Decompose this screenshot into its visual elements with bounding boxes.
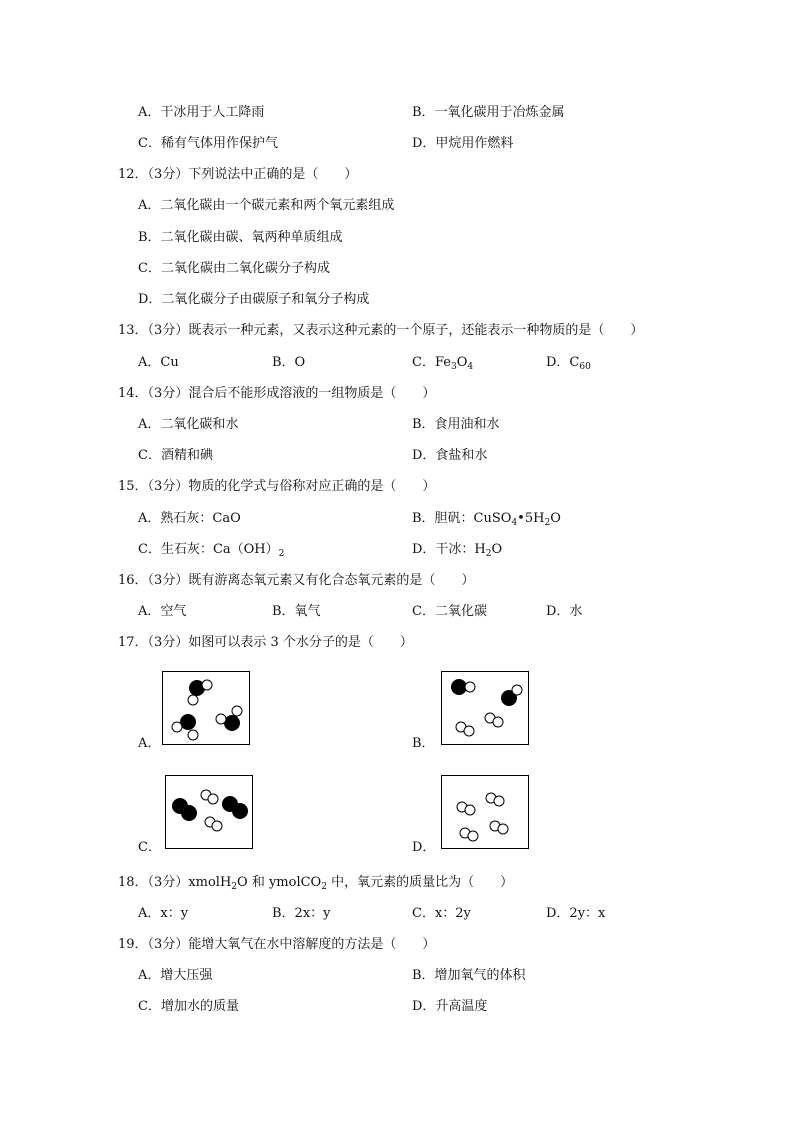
q19-option-a: A．增大压强: [138, 968, 213, 983]
q15-option-c: C．生石灰：$Ca(OH)_2$: [138, 542, 285, 559]
q17-option-c-label: C．: [138, 840, 161, 855]
q12-option-c: C．二氧化碳由二氧化碳分子构成: [138, 261, 330, 276]
q15-option-d: D．干冰：$H_2O$: [412, 542, 503, 559]
q12-stem: 12．（3分）下列说法中正确的是（ ）: [118, 167, 358, 182]
q15-option-a: A．熟石灰：CaO: [138, 511, 241, 526]
molecule-diagram-a: [163, 672, 251, 746]
q14-option-d: D．食盐和水: [412, 448, 488, 463]
molecule-diagram-c: [166, 776, 254, 850]
molecule-diagram-d: [442, 776, 530, 850]
q17-stem: 17．（3分）如图可以表示 3 个水分子的是（ ）: [118, 635, 413, 650]
q13-option-d: D．$C_{60}$: [546, 355, 591, 372]
q18-option-a: A．x：y: [138, 906, 189, 921]
q11-option-a: A．干冰用于人工降雨: [138, 105, 265, 120]
q11-option-c: C．稀有气体用作保护气: [138, 136, 278, 151]
q16-option-d: D．水: [546, 604, 583, 619]
q12-option-a: A．二氧化碳由一个碳元素和两个氧元素组成: [138, 198, 395, 213]
q16-stem: 16．（3分）既有游离态氧元素又有化合态氧元素的是（ ）: [118, 573, 475, 588]
q17-figure-c: [165, 775, 253, 849]
q17-figure-a: [162, 671, 250, 745]
q16-option-c: C．二氧化碳: [412, 604, 487, 619]
q12-option-d: D．二氧化碳分子由碳原子和氧分子构成: [138, 292, 370, 307]
q14-option-a: A．二氧化碳和水: [138, 417, 239, 432]
q15-stem: 15．（3分）物质的化学式与俗称对应正确的是（ ）: [118, 479, 436, 494]
q19-option-c: C．增加水的质量: [138, 999, 239, 1014]
q13-stem: 13．（3分）既表示一种元素，又表示这种元素的一个原子，还能表示一种物质的是（ ）: [118, 323, 644, 338]
q16-option-a: A．空气: [138, 604, 187, 619]
molecule-diagram-b: [442, 672, 530, 746]
q17-figure-d: [441, 775, 529, 849]
q14-option-b: B．食用油和水: [412, 417, 500, 432]
q19-option-b: B．增加氧气的体积: [412, 968, 526, 983]
q18-option-b: B．2x：y: [272, 906, 331, 921]
q14-option-c: C．酒精和碘: [138, 448, 213, 463]
q18-option-c: C．x：2y: [412, 906, 471, 921]
q17-option-d-label: D．: [412, 840, 436, 855]
q14-stem: 14．（3分）混合后不能形成溶液的一组物质是（ ）: [118, 386, 436, 401]
q13-option-c: C．$Fe_3O_4$: [412, 355, 474, 372]
q19-stem: 19．（3分）能增大氧气在水中溶解度的方法是（ ）: [118, 937, 436, 952]
q16-option-b: B．氧气: [272, 604, 321, 619]
q19-option-d: D．升高温度: [412, 999, 488, 1014]
q13-option-b: B．O: [272, 355, 306, 370]
q11-option-b: B．一氧化碳用于冶炼金属: [412, 105, 565, 120]
q13-option-a: A．Cu: [138, 355, 179, 370]
q18-stem: 18．（3分）xmolH$_2$O 和 ymolCO$_2$ 中，氧元素的质量比为（ ）: [118, 875, 514, 892]
q17-option-b-label: B．: [412, 736, 435, 751]
q11-option-d: D．甲烷用作燃料: [412, 136, 514, 151]
q18-option-d: D．2y：x: [546, 906, 606, 921]
q17-figure-b: [441, 671, 529, 745]
q15-option-b: B．胆矾：$CuSO_4•5H_2O$: [412, 511, 561, 528]
q17-option-a-label: A．: [138, 736, 161, 751]
q12-option-b: B．二氧化碳由碳、氧两种单质组成: [138, 230, 343, 245]
